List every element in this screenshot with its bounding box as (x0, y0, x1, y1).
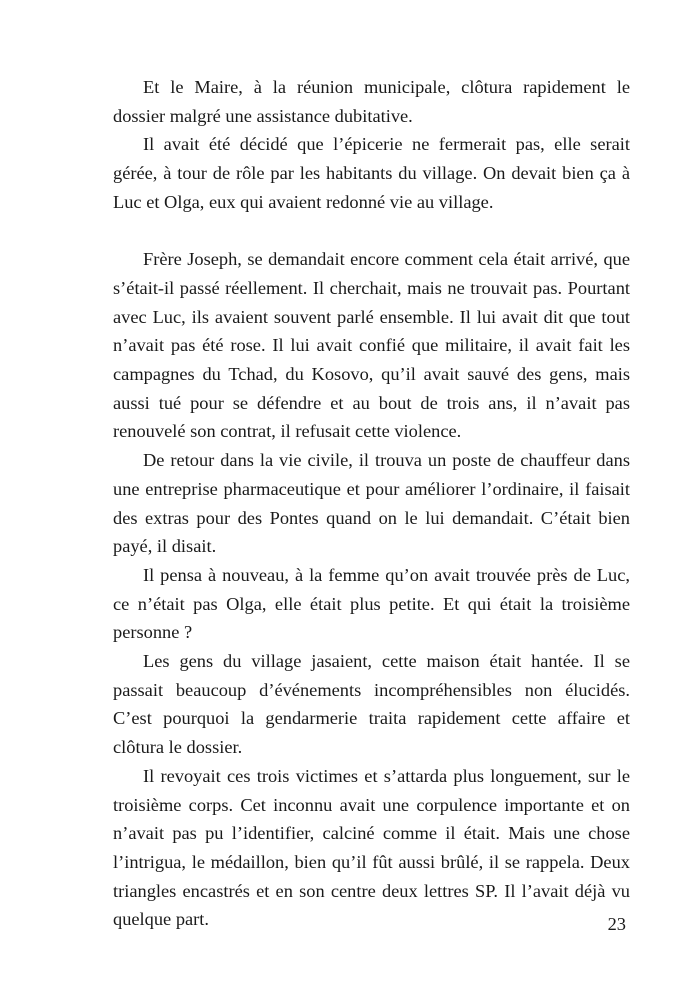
section-break (113, 217, 630, 246)
page-number: 23 (607, 914, 626, 934)
body-text (113, 73, 630, 934)
paragraph: Il pensa à nouveau, à la femme qu’on avait trouvée près de Luc, ce n’était pas Olga, elle était plus petite. Et qui était la troisième personne ? (113, 564, 630, 643)
paragraph: Les gens du village jasaient, cette maison était hantée. Il se passait beaucoup d’événements incompréhensibles non élucidés. C’est pourquoi la gendarmerie traita rapidement cette affaire et clôtura le dossier. (113, 651, 630, 758)
paragraph: De retour dans la vie civile, il trouva un poste de chauffeur dans une entreprise pharmaceutique et pour améliorer l’ordinaire, il faisait des extras pour des Pontes quand on le lui demandait. C’était bien payé, il disait. (113, 450, 630, 557)
paragraph: Il revoyait ces trois victimes et s’attarda plus longuement, sur le troisième corps. Cet inconnu avait une corpulence importante et on n’avait pas pu l’identifier, calciné comme il était. Mais une chose l’intrigua, le médaillon, bien qu’il fût aussi brûlé, il se rappela. Deux triangles encastrés et en son centre deux lettres SP. Il l’avait déjà vu quelque part. (113, 765, 630, 930)
paragraph: Il avait été décidé que l’épicerie ne fermerait pas, elle serait gérée, à tour de rôle par les habitants du village. On devait bien ça à Luc et Olga, eux qui avaient redonné vie au village. (113, 134, 630, 212)
paragraph: Et le Maire, à la réunion municipale, clôtura rapidement le dossier malgré une assistance dubitative. (113, 77, 630, 126)
paragraph: Frère Joseph, se demandait encore comment cela était arrivé, que s’était-il passé réellement. Il cherchait, mais ne trouvait pas. Pourtant avec Luc, ils avaient souvent parlé ensemble. Il lui avait dit que tout n’avait pas été rose. Il lui avait confié que militaire, il avait fait les campagnes du Tchad, du Kosovo, qu’il avait sauvé des gens, mais aussi tué pour se défendre et au bout de trois ans, il n’avait pas renouvelé son contrat, il refusait cette violence. (113, 249, 630, 442)
